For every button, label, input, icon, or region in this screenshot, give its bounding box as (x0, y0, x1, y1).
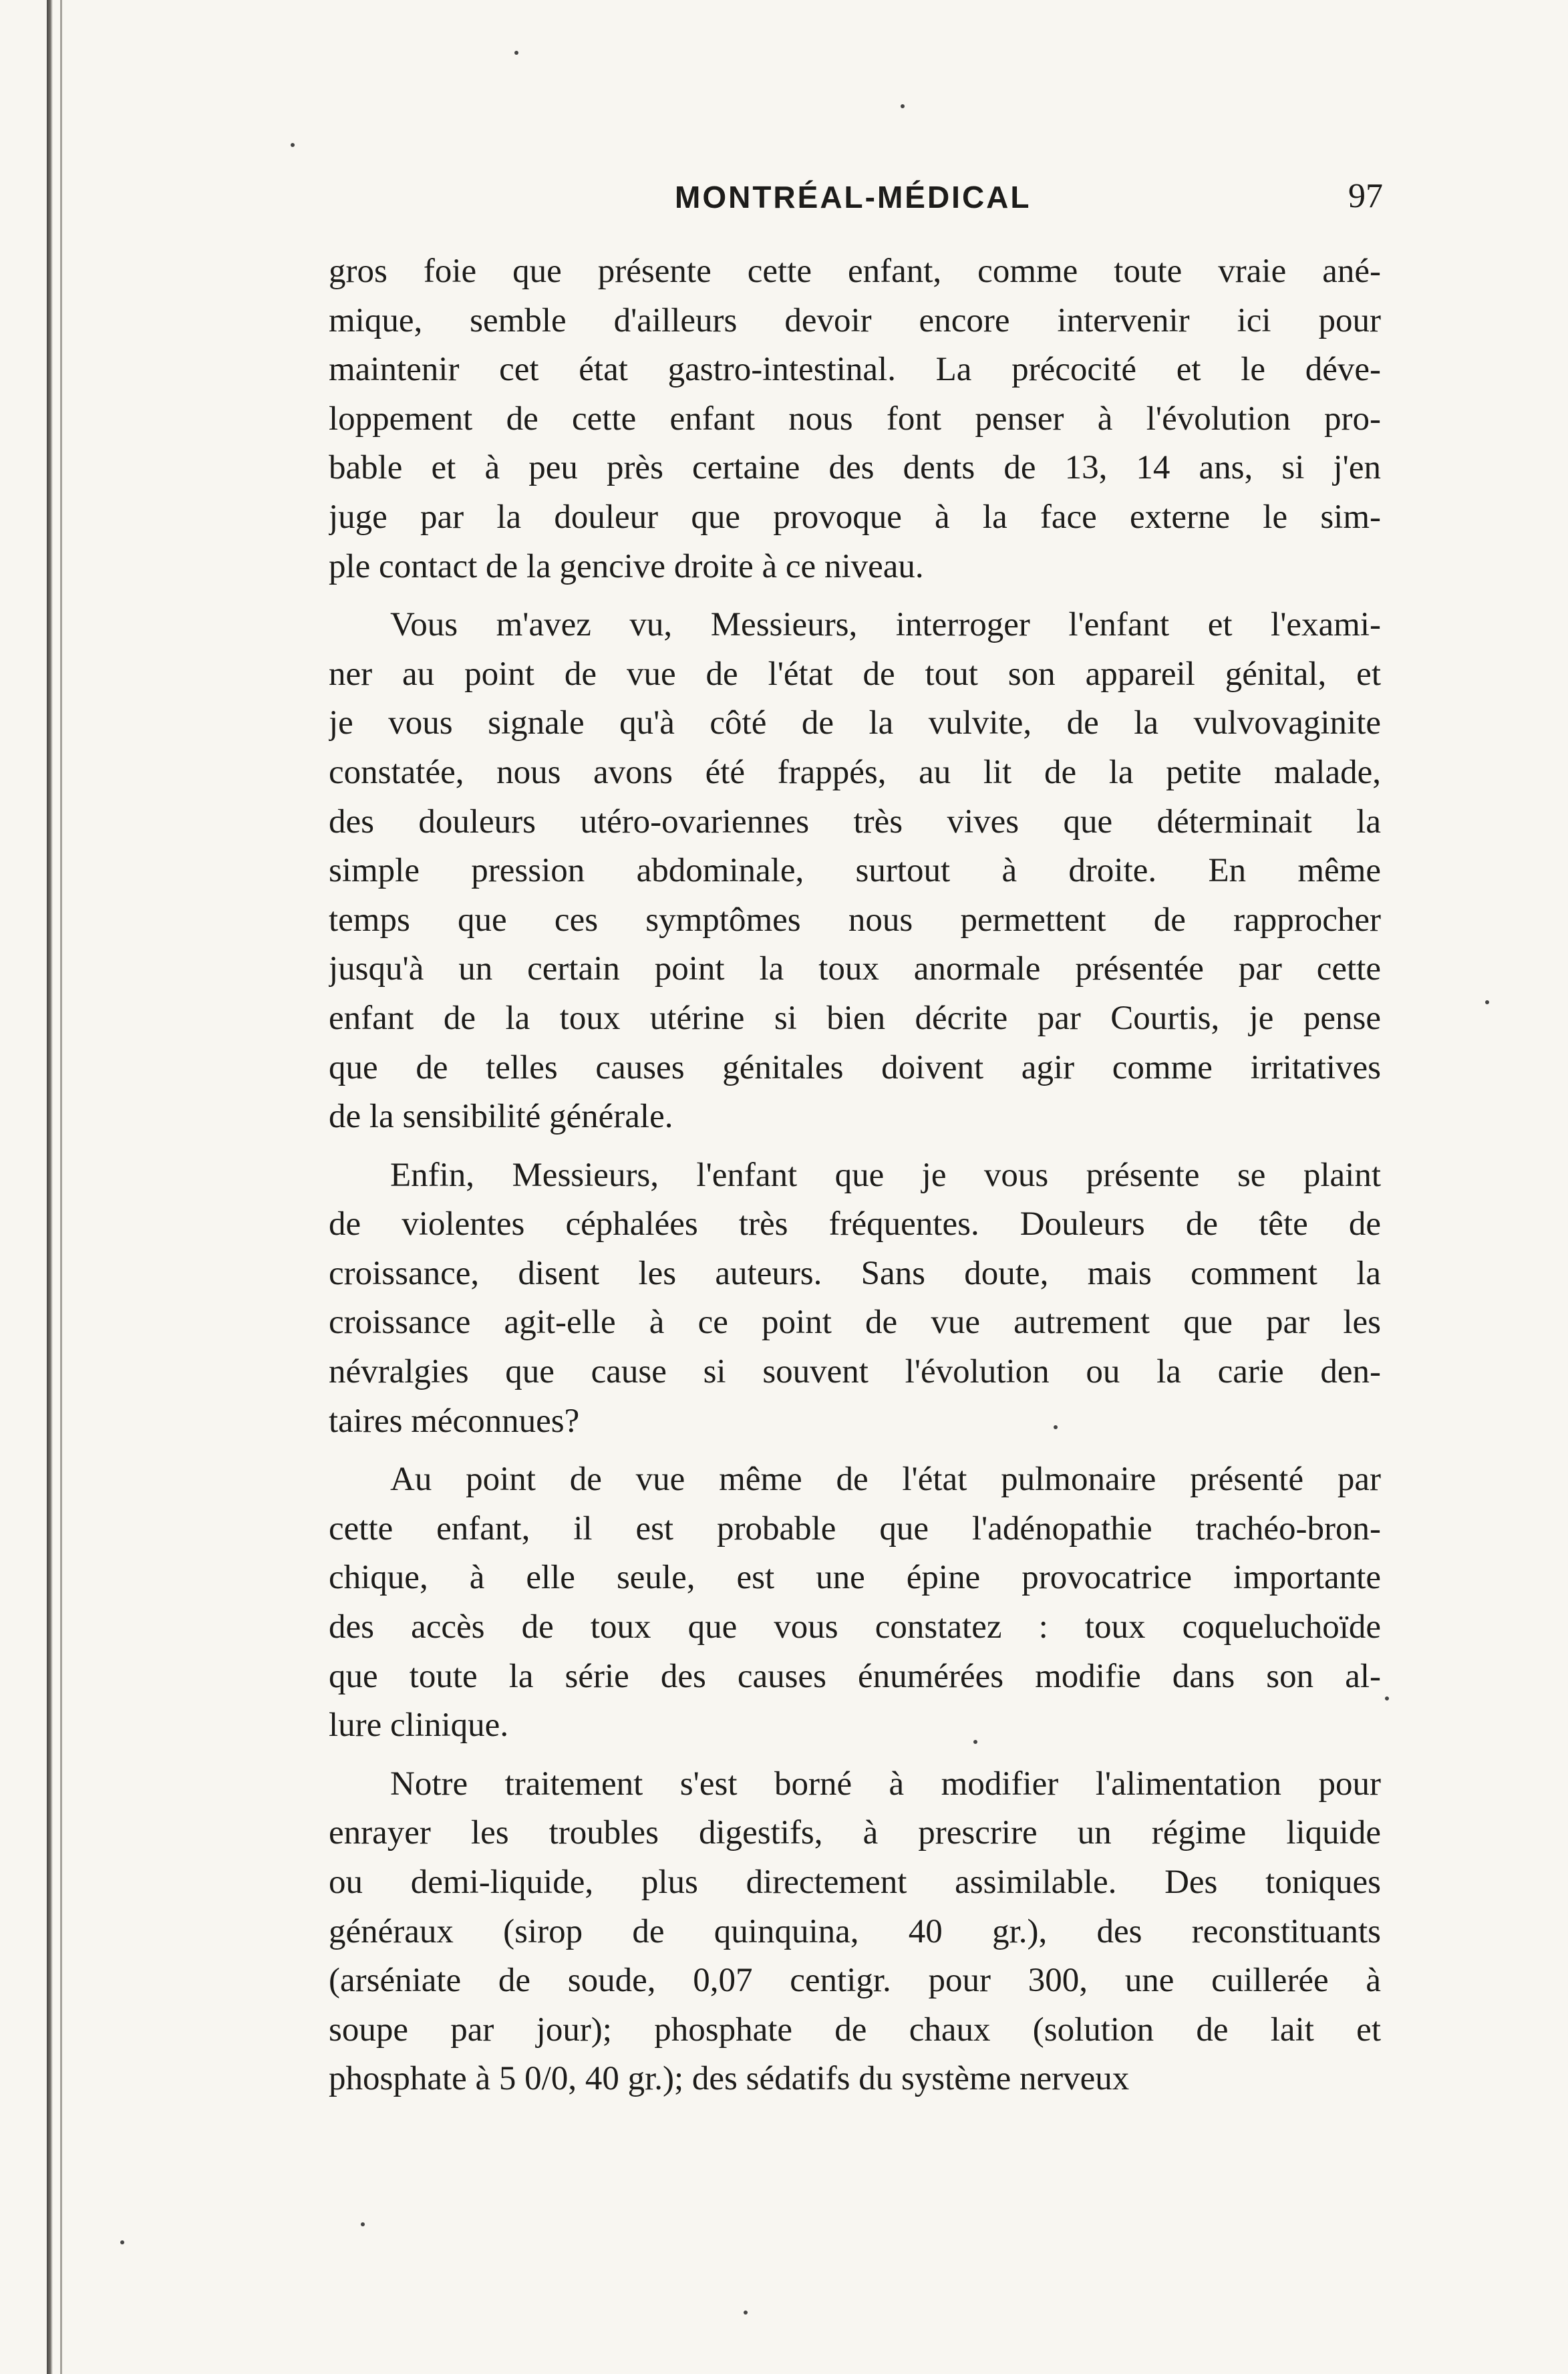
text-line: ner au point de vue de l'état de tout son appareil génital, et (329, 655, 1381, 693)
binding-edge-line (60, 0, 62, 2374)
running-header (327, 179, 1383, 226)
speck (901, 104, 905, 108)
speck (514, 51, 518, 55)
text-line: maintenir cet état gastro-intestinal. La précocité et le déve- (329, 351, 1381, 389)
text-line: généraux (sirop de quinquina, 40 gr.), des reconstituants (329, 1912, 1381, 1950)
paragraph (329, 1151, 1381, 1447)
text-line: Vous m'avez vu, Messieurs, interroger l'enfant et l'exami- (390, 606, 1381, 644)
text-line: mique, semble d'ailleurs devoir encore intervenir ici pour (329, 301, 1381, 339)
text-line: ou demi-liquide, plus directement assimilable. Des toniques (329, 1864, 1381, 1901)
running-title: MONTRÉAL-MÉDICAL (675, 180, 1032, 214)
page-number: 97 (1348, 177, 1383, 215)
paragraph (329, 1455, 1381, 1751)
text-line: bable et à peu près certaine des dents de 13, 14 ans, si j'en (329, 449, 1381, 487)
text-line: jusqu'à un certain point la toux anormale présentée par cette (329, 950, 1381, 988)
text-line: chique, à elle seule, est une épine provocatrice importante (329, 1559, 1381, 1597)
text-line: constatée, nous avons été frappés, au lit de la petite malade, (329, 753, 1381, 791)
binding-edge (47, 0, 53, 2374)
text-line: Au point de vue même de l'état pulmonaire présenté par (390, 1461, 1381, 1499)
text-line: temps que ces symptômes nous permettent de rapprocher (329, 901, 1381, 939)
text-line: des douleurs utéro-ovariennes très vives que déterminait la (329, 802, 1381, 841)
speck (1485, 1000, 1489, 1004)
text-line: croissance agit-elle à ce point de vue autrement que par les (329, 1304, 1381, 1342)
speck (120, 2240, 124, 2244)
text-line: névralgies que cause si souvent l'évolution ou la carie den- (329, 1353, 1381, 1391)
text-line: que toute la série des causes énumérées modifie dans son al- (329, 1657, 1381, 1695)
text-line: des accès de toux que vous constatez : toux coqueluchoïde (329, 1608, 1381, 1646)
text-line: enfant de la toux utérine si bien décrite par Courtis, je pense (329, 999, 1381, 1037)
text-line: de violentes céphalées très fréquentes. Douleurs de tête de (329, 1205, 1381, 1243)
text-line: que de telles causes génitales doivent agir comme irritatives (329, 1048, 1381, 1086)
speck (361, 2222, 365, 2226)
paragraph (329, 1760, 1381, 2104)
text-line: gros foie que présente cette enfant, comme toute vraie ané- (329, 253, 1381, 290)
text-line: phosphate à 5 0/0, 40 gr.); des sédatifs du système nerveux (329, 2060, 1130, 2098)
text-line: enrayer les troubles digestifs, à prescrire un régime liquide (329, 1814, 1381, 1852)
text-line: cette enfant, il est probable que l'adénopathie trachéo-bron- (329, 1509, 1381, 1547)
text-line: juge par la douleur que provoque à la face externe le sim- (329, 498, 1381, 536)
text-line: soupe par jour); phosphate de chaux (solution de lait et (329, 2011, 1381, 2049)
speck (1385, 1696, 1389, 1700)
text-line: loppement de cette enfant nous font penser à l'évolution pro- (329, 400, 1381, 438)
text-line: Enfin, Messieurs, l'enfant que je vous présente se plaint (390, 1156, 1381, 1194)
paragraph (329, 247, 1381, 591)
speck (291, 143, 295, 147)
text-line: (arséniate de soude, 0,07 centigr. pour 300, une cuillerée à (329, 1962, 1381, 2000)
text-line: taires méconnues? (329, 1402, 580, 1440)
text-line: Notre traitement s'est borné à modifier l'alimentation pour (390, 1765, 1381, 1803)
text-line: lure clinique. (329, 1707, 509, 1745)
text-line: de la sensibilité générale. (329, 1098, 673, 1136)
text-line: je vous signale qu'à côté de la vulvite, de la vulvovaginite (329, 704, 1381, 742)
text-line: croissance, disent les auteurs. Sans doute, mais comment la (329, 1254, 1381, 1292)
paragraph (329, 601, 1381, 1142)
speck (744, 2311, 748, 2315)
body-text (329, 247, 1381, 2104)
text-line: simple pression abdominale, surtout à droite. En même (329, 852, 1381, 890)
text-line: ple contact de la gencive droite à ce niveau. (329, 547, 924, 585)
